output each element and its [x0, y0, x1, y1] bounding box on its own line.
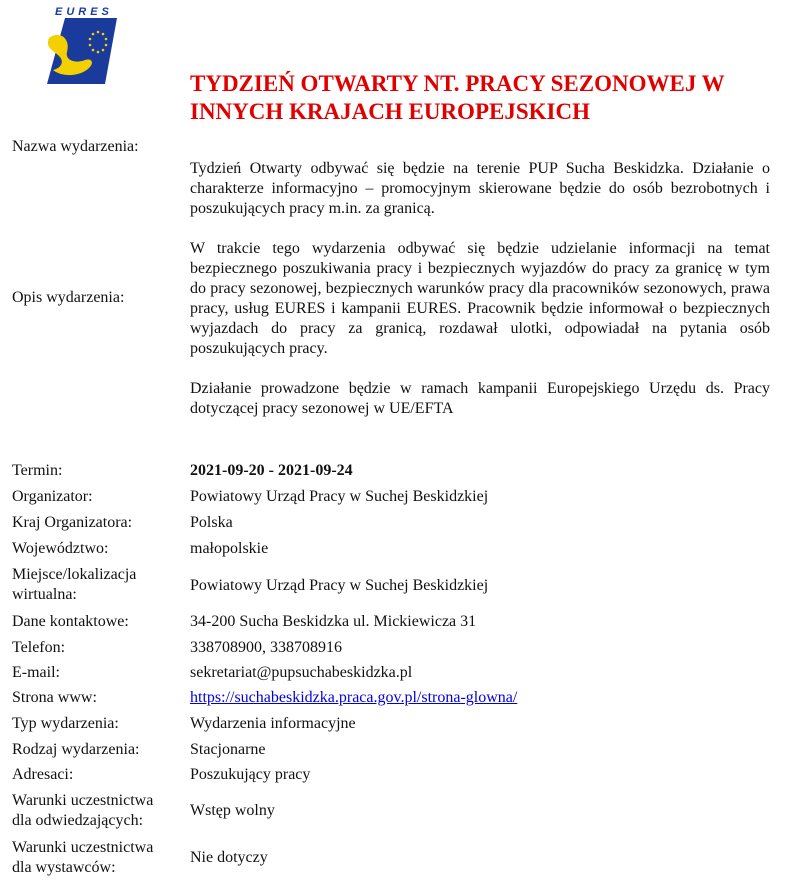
label-exhibitor-conditions-line-2: dla wystawców:	[12, 859, 116, 876]
label-event-description: Opis wydarzenia:	[12, 289, 125, 306]
audience-value: Poszukujący pracy	[190, 766, 311, 783]
website-link[interactable]: https://suchabeskidzka.praca.gov.pl/strona-glowna/	[190, 689, 518, 706]
page-title: TYDZIEŃ OTWARTY NT. PRACY SEZONOWEJ W INNYCH KRAJACH EUROPEJSKICH	[190, 71, 725, 124]
label-place-line-2: wirtualna:	[12, 586, 77, 603]
event-kind-value: Stacjonarne	[190, 741, 266, 758]
label-term: Termin:	[12, 462, 63, 479]
eures-logo	[45, 4, 120, 84]
label-visitor-conditions	[12, 791, 184, 831]
place-value: Powiatowy Urząd Pracy w Suchej Beskidzkiej	[190, 577, 489, 594]
website-container	[190, 688, 770, 708]
logo-text: EURES	[55, 6, 113, 18]
label-place-line-1: Miejsce/lokalizacja	[12, 566, 137, 583]
label-organizer: Organizator:	[12, 488, 93, 505]
label-contact: Dane kontaktowe:	[12, 613, 129, 630]
label-exhibitor-conditions-line-1: Warunki uczestnictwa	[12, 839, 154, 856]
label-event-name: Nazwa wydarzenia:	[12, 138, 139, 155]
contact-value: 34-200 Sucha Beskidzka ul. Mickiewicza 31	[190, 613, 477, 630]
description-paragraph-3: Działanie prowadzone będzie w ramach kampanii Europejskiego Urzędu ds. Pracy dotyczącej pracy sezonowej w UE/EFTA	[190, 380, 770, 417]
event-type-value: Wydarzenia informacyjne	[190, 715, 356, 732]
term-value: 2021-09-20 - 2021-09-24	[190, 462, 353, 479]
email-value: sekretariat@pupsuchabeskidzka.pl	[190, 664, 413, 681]
label-exhibitor-conditions	[12, 838, 184, 878]
label-email: E-mail:	[12, 664, 60, 681]
label-event-type: Typ wydarzenia:	[12, 715, 119, 732]
label-voivodeship: Województwo:	[12, 540, 109, 557]
country-value: Polska	[190, 514, 233, 531]
label-event-kind: Rodzaj wydarzenia:	[12, 741, 140, 758]
event-description	[190, 159, 770, 419]
description-paragraph-1: Tydzień Otwarty odbywać się będzie na terenie PUP Sucha Beskidzka. Działanie o charakterze informacyjno – promocyjnym skierowane będzie do osób bezrobotnych i poszukujących pracy m.in. za granicą.	[190, 160, 770, 217]
description-paragraph-2: W trakcie tego wydarzenia odbywać się będzie udzielanie informacji na temat bezpiecznego poszukiwania pracy i bezpiecznych wyjazdów do pracy za granicę w tym do pracy sezonowej, bezpiecznych warunków pracy dla pracowników sezonowych, prawa pracy, usług EURES i kampanii EURES. Pracownik będzie informował o bezpiecznych wyjazdach do pracy za granicą, rozdawał ulotki, odpowiadał na pytania osób poszukujących pracy.	[190, 240, 770, 357]
label-audience: Adresaci:	[12, 766, 74, 783]
phone-value: 338708900, 338708916	[190, 639, 342, 656]
label-place	[12, 565, 184, 605]
voivodeship-value: małopolskie	[190, 540, 269, 557]
label-website: Strona www:	[12, 689, 97, 706]
label-visitor-conditions-line-1: Warunki uczestnictwa	[12, 792, 154, 809]
organizer-value: Powiatowy Urząd Pracy w Suchej Beskidzkiej	[190, 488, 489, 505]
label-phone: Telefon:	[12, 639, 66, 656]
visitor-conditions-value: Wstęp wolny	[190, 802, 275, 819]
label-visitor-conditions-line-2: dla odwiedzających:	[12, 812, 144, 829]
label-country: Kraj Organizatora:	[12, 514, 133, 531]
exhibitor-conditions-value: Nie dotyczy	[190, 849, 268, 866]
